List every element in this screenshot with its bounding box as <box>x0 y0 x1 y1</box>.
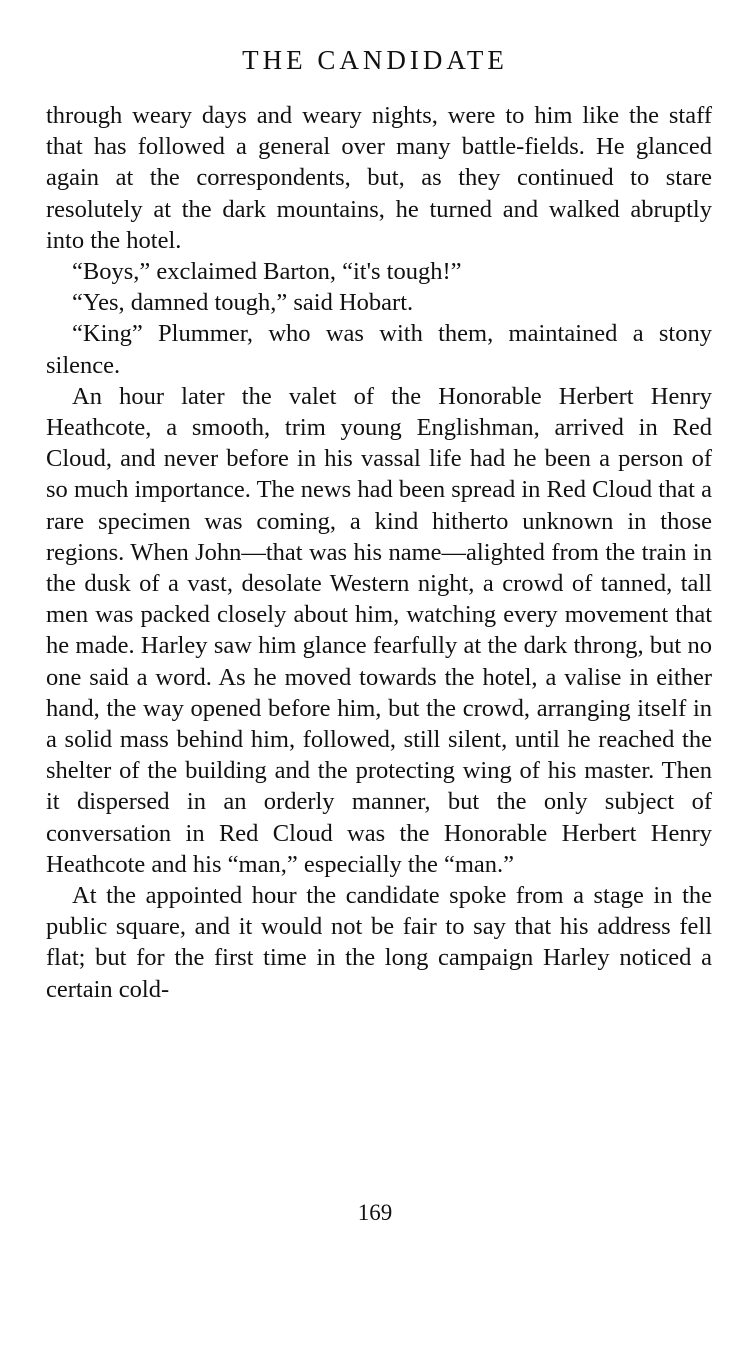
paragraph-hobart-quote: “Yes, damned tough,” said Hobart. <box>72 289 414 317</box>
paragraph-candidate-speech: At the appointed hour the candidate spoke from a stage in the public square, and it would not be fair to say that his address fell flat; but for the first time in the long campaign Harley noticed a certain cold- <box>46 882 712 1003</box>
paragraph-continuation: through weary days and weary nights, were to him like the staff that has followed a general over many battle-fields. He glanced again at the correspondents, but, as they continued to stare resolutely at the dark mountains, he turned and walked abruptly into the hotel. <box>46 102 712 254</box>
body-text <box>46 100 712 1005</box>
page-number: 169 <box>357 1200 393 1225</box>
paragraph-barton-quote: “Boys,” exclaimed Barton, “it's tough!” <box>72 258 462 286</box>
paragraph-plummer-silence: “King” Plummer, who was with them, maintained a stony silence. <box>46 320 712 379</box>
paragraph-valet-arrival: An hour later the valet of the Honorable Herbert Henry Heathcote, a smooth, trim young Englishman, arrived in Red Cloud, and never before in his vassal life had he been a person of so much importance. The news had been spread in Red Cloud that a rare specimen was coming, a kind hitherto unknown in those regions. When John—that was his name—alighted from the train in the dusk of a vast, desolate Western night, a crowd of tanned, tall men was packed closely about him, watching every movement that he made. Harley saw him glance fearfully at the dark throng, but no one said a word. As he moved towards the hotel, a valise in either hand, the way opened before him, but the crowd, arranging itself in a solid mass behind him, followed, still silent, until he reached the shelter of the building and the protecting wing of his master. Then it dispersed in an orderly manner, but the only subject of conversation in Red Cloud was the Honorable Herbert Henry Heathcote and his “man,” especially the “man.” <box>46 382 712 878</box>
running-head: THE CANDIDATE <box>242 45 508 75</box>
